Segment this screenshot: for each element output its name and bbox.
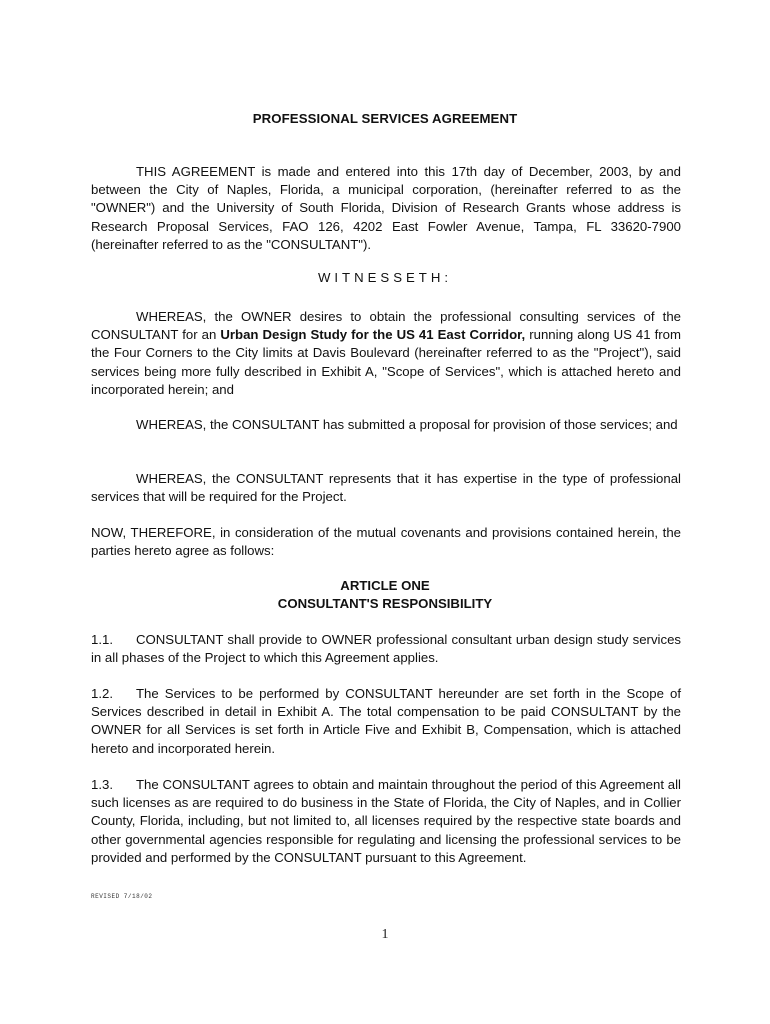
intro-paragraph: THIS AGREEMENT is made and entered into this 17th day of December, 2003, by and between the City of Naples, Florida, a municipal corporation, (hereinafter referred to as the "OWNER") and the University of South Florida, Division of Research Grants whose address is Research Proposal Services, FAO 126, 4202 East Fowler Avenue, Tampa, FL 33620-7900 (hereinafter referred to as the "CONSULTANT").: [91, 164, 681, 252]
page-number: 1: [381, 927, 389, 942]
section-1-2: [91, 685, 681, 758]
section-text: The Services to be performed by CONSULTANT hereunder are set forth in the Scope of Services described in detail in Exhibit A. The total compensation to be paid CONSULTANT by the OWNER for all Services is set forth in Article Five and Exhibit B, Compensation, which is attached hereto and incorporated herein.: [91, 686, 681, 756]
revised-note: REVISED 7/18/02: [91, 893, 153, 900]
section-1-1: [91, 631, 681, 667]
section-1-3: [91, 776, 681, 867]
article-heading: ARTICLE ONE: [340, 578, 430, 593]
document-title: PROFESSIONAL SERVICES AGREEMENT: [252, 111, 518, 126]
section-number: 1.3.: [91, 777, 113, 792]
section-number: 1.2.: [91, 686, 113, 701]
section-text: The CONSULTANT agrees to obtain and maintain throughout the period of this Agreement all such licenses as are required to do business in the State of Florida, the City of Naples, and in Collier County, Florida, including, but not limited to, all licenses required by the respective state boards and other governmental agencies responsible for regulating and licensing the professional services to be provided and performed by the CONSULTANT pursuant to this Agreement.: [91, 777, 681, 865]
whereas-paragraph-2: WHEREAS, the CONSULTANT has submitted a proposal for provision of those services; and: [136, 417, 678, 432]
whereas-1-text-a: WHEREAS, the OWNER desires to obtain the professional consulting services of the CONSULTANT for an: [91, 309, 681, 343]
project-name-bold: Urban Design Study for the US 41 East Corridor,: [220, 327, 526, 343]
whereas-1-text-b: running along US 41 from the Four Corners to the City limits at Davis Boulevard (hereinafter referred to as the "Project"), said services being more fully described in Exhibit A, "Scope of Services", which is attached hereto and incorporated herein; and: [91, 327, 682, 397]
section-text: CONSULTANT shall provide to OWNER professional consultant urban design study services in all phases of the Project to which this Agreement applies.: [91, 632, 681, 666]
witnesseth-heading: WITNESSETH:: [317, 270, 453, 285]
article-subheading: CONSULTANT'S RESPONSIBILITY: [277, 596, 493, 611]
now-therefore-paragraph: NOW, THEREFORE, in consideration of the mutual covenants and provisions contained herein, the parties hereto agree as follows:: [91, 525, 681, 559]
section-number: 1.1.: [91, 632, 113, 647]
whereas-paragraph-3: WHEREAS, the CONSULTANT represents that it has expertise in the type of professional services that will be required for the Project.: [91, 471, 681, 505]
whereas-paragraph-1: [91, 308, 681, 399]
